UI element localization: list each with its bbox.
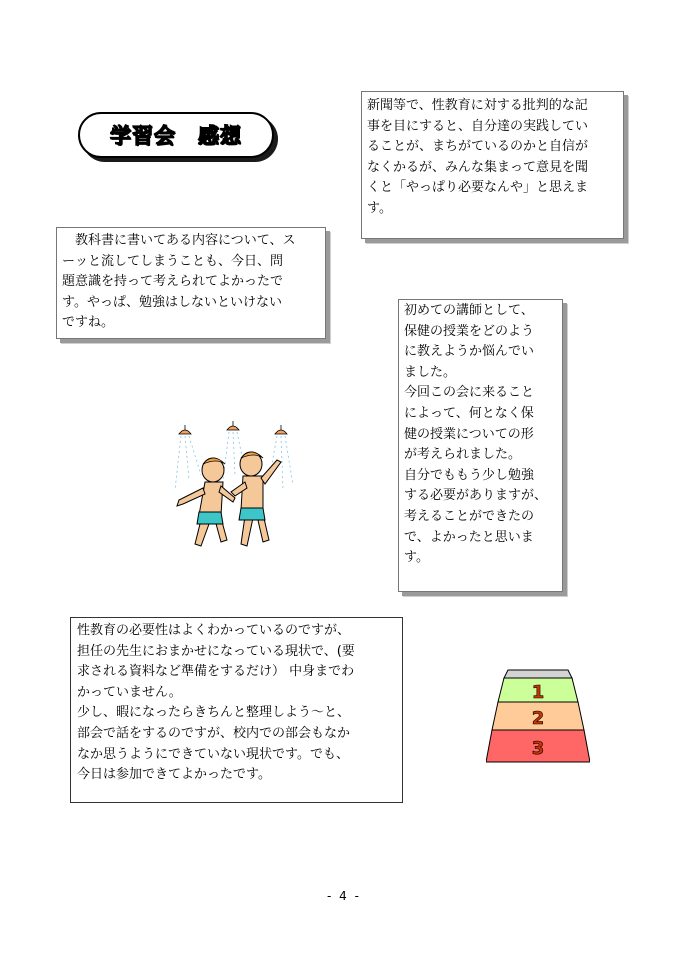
comment-line: す。やっぱ、勉強はしないといけない	[62, 294, 282, 310]
comment-box-first-lecturer	[398, 299, 563, 592]
comment-line: ですね。	[62, 315, 115, 331]
comment-line: 事を目にすると、自分達の実践してい	[367, 118, 589, 134]
comment-box-textbook	[56, 227, 326, 339]
comment-line: 新聞等で、性教育に対する批判的な記	[367, 98, 588, 113]
pyramid-diagram	[486, 668, 590, 766]
title-badge	[78, 112, 274, 158]
pyramid-label-2: 2	[531, 708, 545, 729]
page-title: 学習会 感想	[110, 124, 242, 148]
comment-line: に教えようか悩んでい	[404, 344, 535, 360]
page-number: - 4 -	[327, 889, 361, 903]
comment-line: す。	[404, 550, 429, 566]
comment-line: 教科書に書いてある内容について、ス	[62, 233, 296, 248]
comment-line: くと「やっぱり必要なんや」と思えま	[367, 180, 589, 196]
comment-line: 性教育の必要性はよくわかっているのですが、	[77, 623, 351, 638]
pyramid-label-3: 3	[531, 738, 545, 759]
comment-box-necessity	[70, 617, 403, 803]
pyramid-top	[504, 670, 572, 678]
comment-line: す。	[367, 200, 392, 216]
comment-line: なか思うようにできていない現状です。でも、	[77, 746, 349, 762]
comment-line: かっていません。	[77, 684, 182, 700]
comment-line: 題意識を持って考えられてよかったで	[62, 274, 284, 290]
comment-line: によって、何となく保	[404, 405, 534, 421]
comment-line: なくかるが、みんな集まって意見を聞	[367, 159, 589, 175]
comment-line: 今日は参加できてよかったです。	[77, 767, 271, 783]
comment-line: 自分でももう少し勉強	[404, 467, 535, 483]
comment-line: 求される資料など準備をするだけ） 中身までわ	[77, 664, 355, 680]
comment-line: が考えられました。	[404, 447, 522, 463]
pyramid-label-1: 1	[531, 682, 545, 703]
comment-line: 今回この会に来ること	[404, 385, 535, 401]
comment-line: ーッと流してしまうことも、今日、問	[62, 253, 284, 269]
comment-line: 部会で話をするのですが、校内での部会もなか	[77, 725, 351, 741]
comment-line: する必要がありますが、	[404, 488, 548, 504]
comment-line: 考えることができたの	[404, 508, 535, 524]
comment-line: 担任の先生におまかせになっている現状で、(要	[77, 643, 355, 659]
shower-children-icon	[165, 420, 300, 555]
comment-box-criticism	[361, 91, 624, 239]
comment-line: 健の授業についての形	[404, 426, 534, 442]
comment-line: ました。	[404, 364, 457, 380]
comment-line: 少し、暇になったらきちんと整理しよう～と、	[77, 705, 351, 721]
comment-line: で、よかったと思いま	[404, 529, 534, 545]
comment-line: ることが、まちがているのかと自信が	[367, 139, 589, 155]
comment-line: 初めての講師として、	[404, 303, 534, 318]
comment-line: 保健の授業をどのよう	[404, 323, 535, 339]
